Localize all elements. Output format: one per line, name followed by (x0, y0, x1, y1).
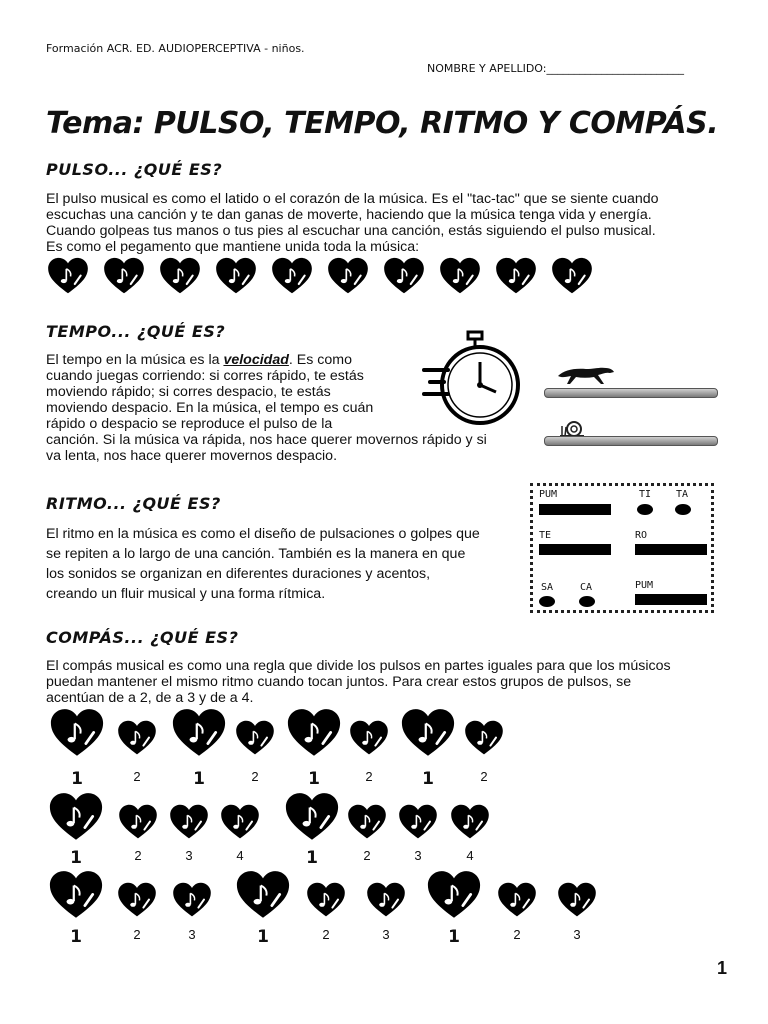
pulso-line: El pulso musical es como el latido o el corazón de la música. Es el "tac-tac" que se siente cuando (46, 191, 659, 207)
compas-line: puedan mantener el mismo ritmo cuando tocan juntos. Para crear estos grupos de pulsos, se (46, 674, 632, 690)
rhythm-label: PUM (635, 580, 654, 591)
heart-note-icon (116, 720, 158, 756)
heart-note-icon (46, 257, 90, 295)
tempo-line: rápido o despacio se reproduce el pulso de la (46, 416, 333, 432)
heart-note-icon (117, 804, 159, 840)
tempo-emphasis: velocidad (223, 352, 289, 368)
compas-heading: COMPÁS... ¿QUÉ ES? (46, 628, 239, 647)
ritmo-heading: RITMO... ¿QUÉ ES? (46, 494, 221, 513)
cheetah-icon (556, 362, 616, 386)
tempo-text: . Es como (288, 352, 352, 368)
rhythm-box (530, 483, 714, 613)
tempo-line: cuando juegas corriendo: si corres rápido, te estás (46, 368, 364, 384)
accent-beat-number: 1 (71, 769, 83, 789)
heart-note-icon (285, 708, 343, 758)
heart-note-icon (214, 257, 258, 295)
beat-number: 3 (414, 848, 422, 863)
rhythm-label: TA (676, 489, 689, 500)
beat-number: 3 (188, 927, 196, 942)
beat-number: 4 (466, 848, 474, 863)
rhythm-short-dot (675, 504, 691, 515)
pulso-line: Cuando golpeas tus manos o tus pies al escuchar una canción, estás siguiendo el pulso musical. (46, 223, 656, 239)
heart-note-icon (365, 882, 407, 918)
heart-note-icon (346, 804, 388, 840)
pulso-line: escuchas una canción y te dan ganas de moverte, haciendo que la música tenga vida y energía. (46, 207, 652, 223)
slow-tempo-track (544, 436, 718, 446)
ritmo-line: se repiten a lo largo de una canción. También es la manera en que (46, 546, 466, 562)
stopwatch-icon (422, 330, 522, 430)
rhythm-label: PUM (539, 489, 558, 500)
tempo-line: va lenta, nos hace querer movernos despacio. (46, 448, 338, 464)
heart-note-icon (326, 257, 370, 295)
heart-note-icon (234, 720, 276, 756)
heart-note-icon (399, 708, 457, 758)
beat-number: 2 (365, 769, 373, 784)
page-number: 1 (717, 958, 728, 978)
ritmo-line: creando un fluir musical y una forma rítmica. (46, 586, 326, 602)
heart-note-icon (382, 257, 426, 295)
heart-note-icon (168, 804, 210, 840)
heart-note-icon (397, 804, 439, 840)
rhythm-short-dot (637, 504, 653, 515)
pulso-paragraph (46, 191, 659, 255)
rhythm-short-dot (579, 596, 595, 607)
heart-note-icon (48, 708, 106, 758)
tempo-line: canción. Si la música va rápida, nos hace querer movernos rápido y si (46, 432, 487, 448)
heart-note-icon (283, 792, 341, 842)
rhythm-long-bar (635, 544, 707, 555)
accent-beat-number: 1 (193, 769, 205, 789)
pulso-line: Es como el pegamento que mantiene unida toda la música: (46, 239, 420, 255)
rhythm-label: CA (580, 582, 593, 593)
pulso-heading: PULSO... ¿QUÉ ES? (46, 160, 223, 179)
accent-beat-number: 1 (422, 769, 434, 789)
beat-number: 3 (573, 927, 581, 942)
heart-note-icon (463, 720, 505, 756)
tempo-line: moviendo despacio. En la música, el tempo es cuán (46, 400, 374, 416)
pulso-hearts-row (46, 257, 606, 295)
heart-note-icon (47, 870, 105, 920)
accent-beat-number: 1 (70, 848, 82, 868)
accent-beat-number: 1 (306, 848, 318, 868)
heart-note-icon (348, 720, 390, 756)
beat-number: 3 (185, 848, 193, 863)
ritmo-line: El ritmo en la música es como el diseño de pulsaciones o golpes que (46, 526, 480, 542)
rhythm-long-bar (539, 504, 611, 515)
beat-number: 2 (513, 927, 521, 942)
fast-tempo-track (544, 388, 718, 398)
rhythm-short-dot (539, 596, 555, 607)
tempo-line: moviendo rápido; si corres despacio, te estás (46, 384, 331, 400)
accent-beat-number: 1 (70, 927, 82, 947)
beat-number: 4 (236, 848, 244, 863)
heart-note-icon (158, 257, 202, 295)
beat-number: 2 (480, 769, 488, 784)
rhythm-label: TI (639, 489, 652, 500)
compas-line: El compás musical es como una regla que divide los pulsos en partes iguales para que los músicos (46, 658, 671, 674)
rhythm-long-bar (635, 594, 707, 605)
compas-line: acentúan de a 2, de a 3 y de a 4. (46, 690, 254, 706)
beat-number: 2 (363, 848, 371, 863)
heart-note-icon (550, 257, 594, 295)
beat-number: 2 (251, 769, 259, 784)
accent-beat-number: 1 (448, 927, 460, 947)
beat-number: 2 (322, 927, 330, 942)
heart-note-icon (425, 870, 483, 920)
heart-note-icon (102, 257, 146, 295)
rhythm-label: RO (635, 530, 648, 541)
rhythm-long-bar (539, 544, 611, 555)
beat-number: 2 (133, 769, 141, 784)
heart-note-icon (171, 882, 213, 918)
rhythm-label: TE (539, 530, 552, 541)
heart-note-icon (170, 708, 228, 758)
heart-note-icon (449, 804, 491, 840)
name-field: NOMBRE Y APELLIDO:_________________________ (427, 62, 684, 75)
heart-note-icon (219, 804, 261, 840)
course-header: Formación ACR. ED. AUDIOPERCEPTIVA - niños. (46, 42, 305, 55)
beat-number: 2 (133, 927, 141, 942)
ritmo-paragraph (46, 524, 480, 604)
heart-note-icon (494, 257, 538, 295)
heart-note-icon (47, 792, 105, 842)
heart-note-icon (234, 870, 292, 920)
page-title: Tema: PULSO, TEMPO, RITMO Y COMPÁS. (46, 106, 719, 141)
beat-number: 2 (134, 848, 142, 863)
ritmo-line: los sonidos se organizan en diferentes duraciones y acentos, (46, 566, 431, 582)
heart-note-icon (438, 257, 482, 295)
heart-note-icon (270, 257, 314, 295)
rhythm-label: SA (541, 582, 554, 593)
compas-paragraph (46, 658, 671, 706)
accent-beat-number: 1 (308, 769, 320, 789)
heart-note-icon (116, 882, 158, 918)
heart-note-icon (305, 882, 347, 918)
accent-beat-number: 1 (257, 927, 269, 947)
heart-note-icon (496, 882, 538, 918)
heart-note-icon (556, 882, 598, 918)
tempo-text: El tempo en la música es la (46, 352, 224, 368)
tempo-heading: TEMPO... ¿QUÉ ES? (46, 322, 226, 341)
beat-number: 3 (382, 927, 390, 942)
